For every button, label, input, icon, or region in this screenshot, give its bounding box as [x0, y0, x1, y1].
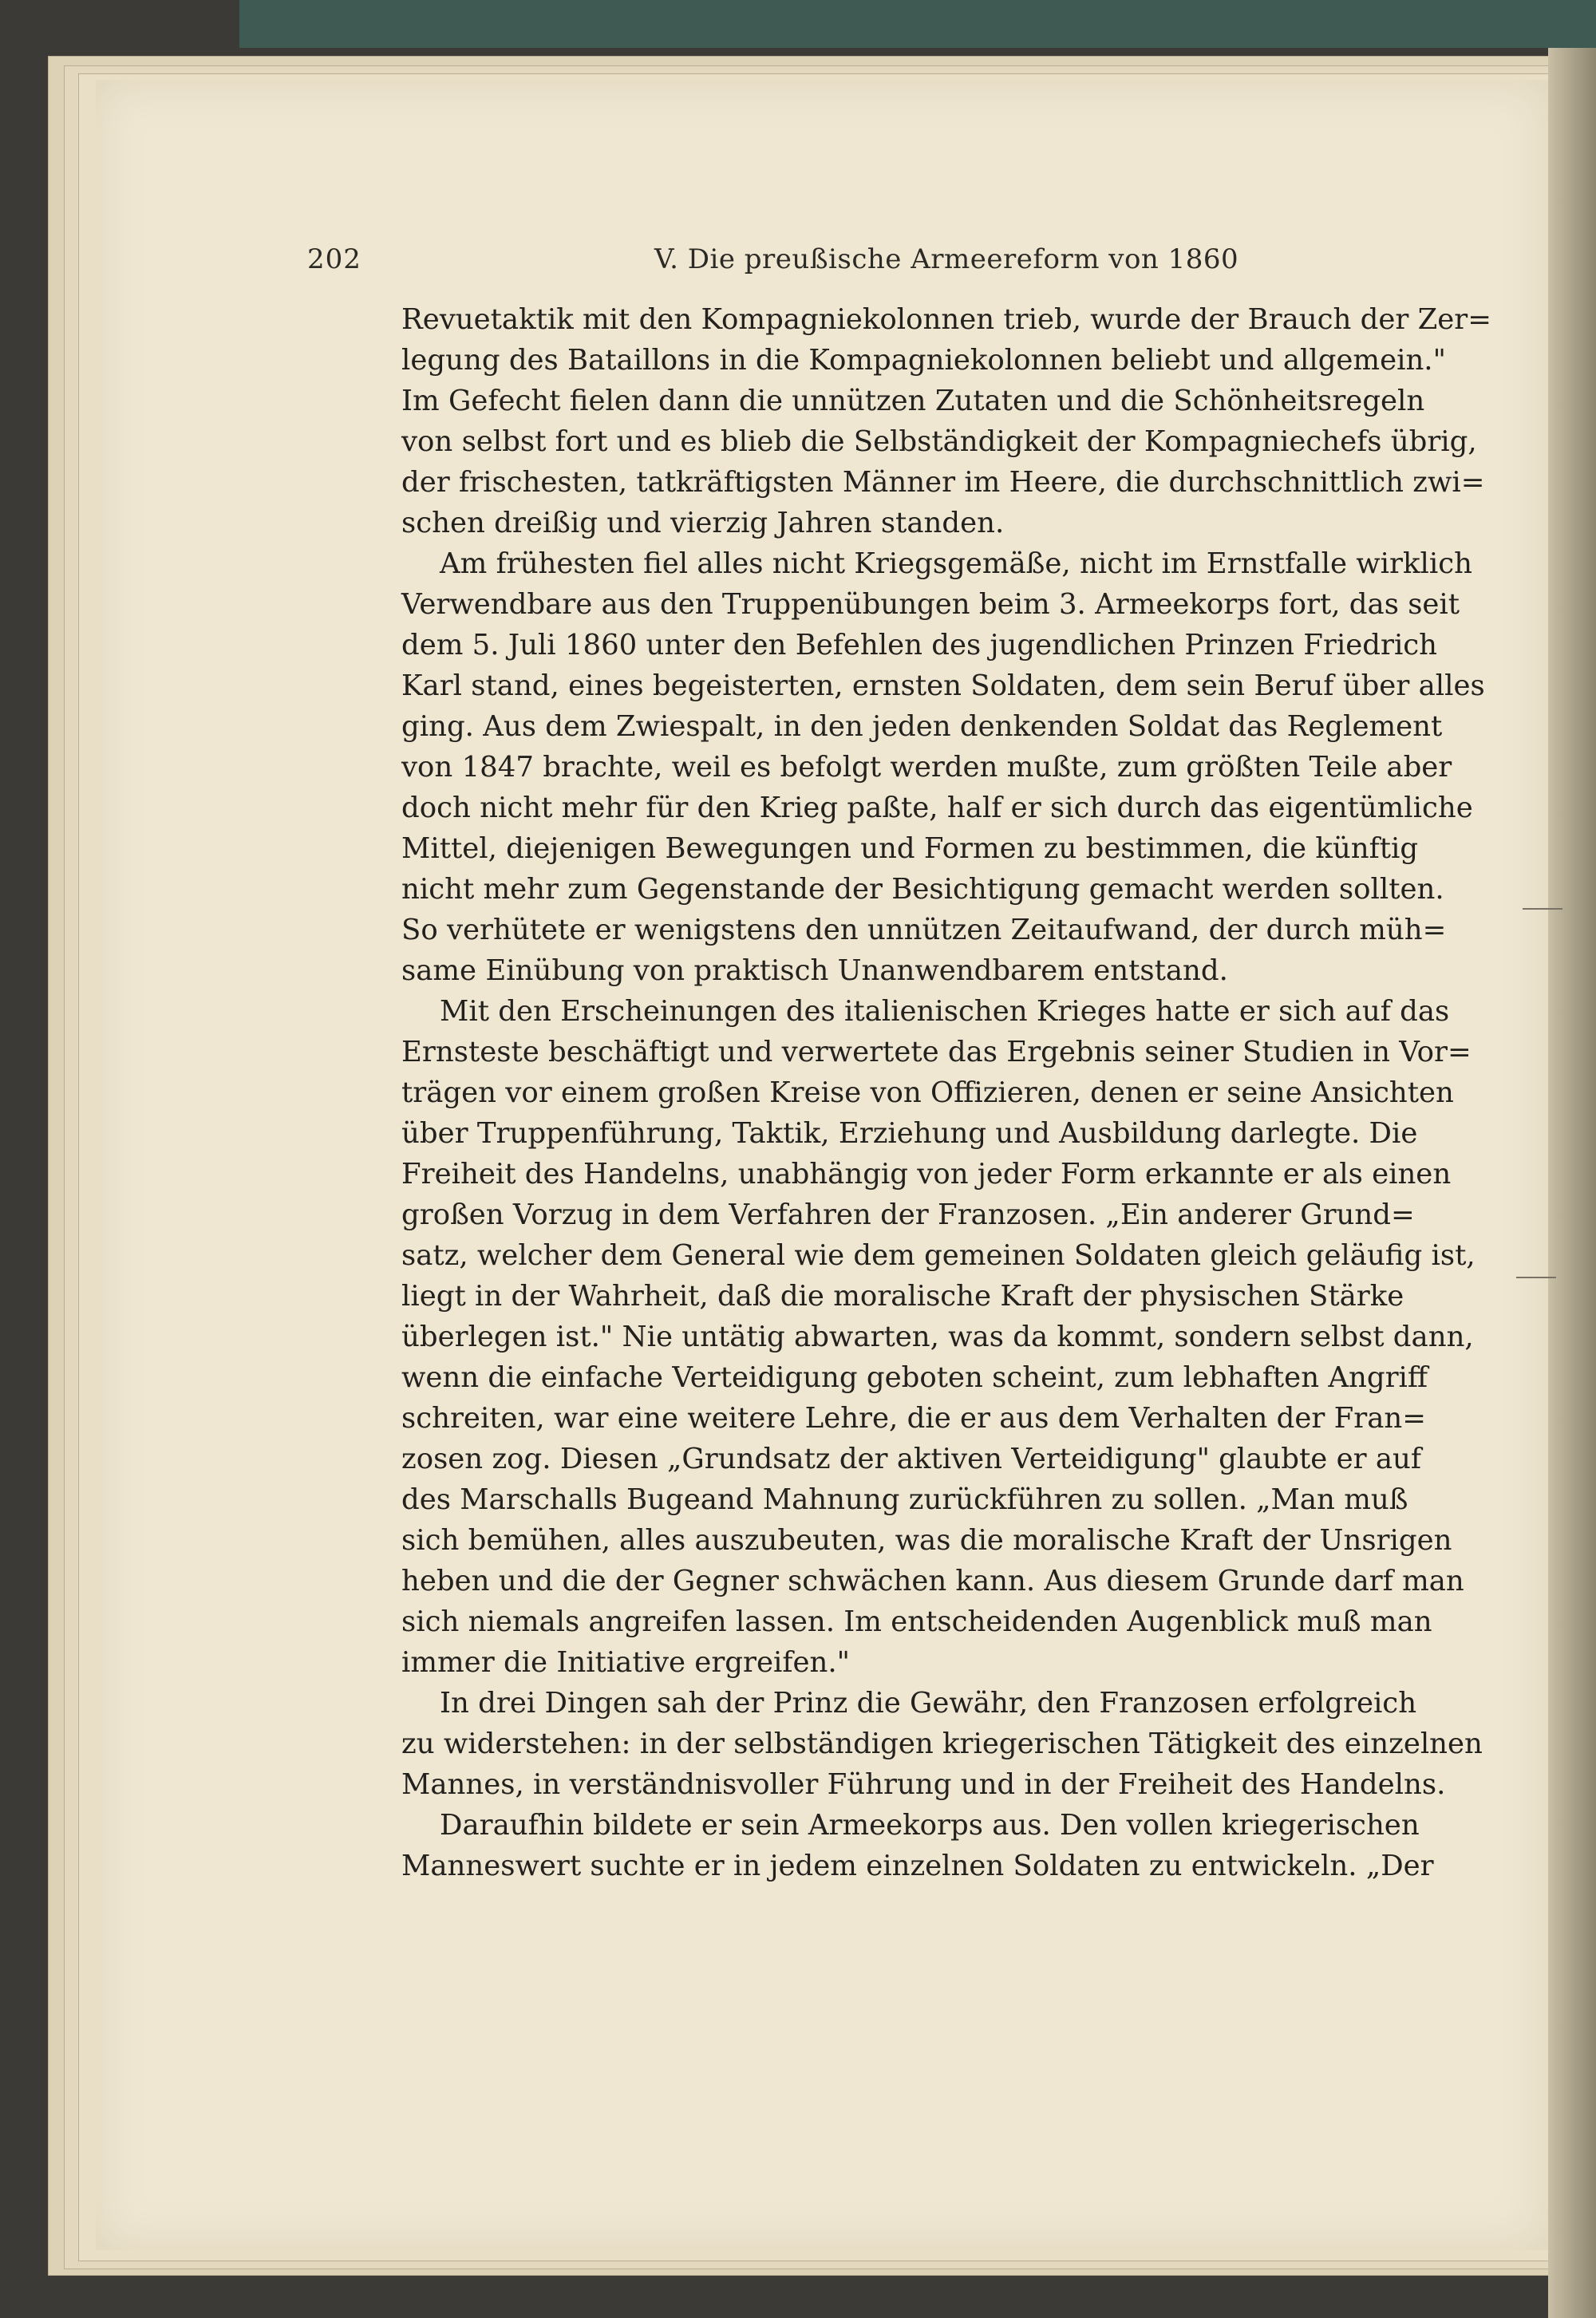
- text-line: sich bemühen, alles auszubeuten, was die moralische Kraft der Unsrigen: [401, 1524, 1452, 1557]
- text-line: zosen zog. Diesen „Grundsatz der aktiven Verteidigung" glaubte er auf: [401, 1443, 1421, 1475]
- text-line: immer die Initiative ergreifen.": [401, 1646, 850, 1679]
- text-line: heben und die der Gegner schwächen kann. Aus diesem Grunde darf man: [401, 1565, 1464, 1597]
- text-line: großen Vorzug in dem Verfahren der Franzosen. „Ein anderer Grund=: [401, 1198, 1415, 1231]
- text-line: Daraufhin bildete er sein Armeekorps aus. Den vollen kriegerischen: [440, 1809, 1420, 1842]
- text-line: Mittel, diejenigen Bewegungen und Formen zu bestimmen, die künftig: [401, 832, 1419, 865]
- book-cover-cloth: [239, 0, 1596, 48]
- text-line: überlegen ist." Nie untätig abwarten, was da kommt, sondern selbst dann,: [401, 1321, 1474, 1353]
- text-line: wenn die einfache Verteidigung geboten scheint, zum lebhaften Angriff: [401, 1361, 1428, 1394]
- text-line: legung des Bataillons in die Kompagniekolonnen beliebt und allgemein.": [401, 344, 1446, 377]
- text-line: schreiten, war eine weitere Lehre, die er aus dem Verhalten der Fran=: [401, 1402, 1426, 1435]
- text-line: der frischesten, tatkräftigsten Männer im Heere, die durchschnittlich zwi=: [401, 466, 1485, 499]
- text-line: nicht mehr zum Gegenstande der Besichtigung gemacht werden sollten.: [401, 873, 1444, 906]
- running-title: V. Die preußische Armeereform von 1860: [654, 243, 1239, 275]
- text-line: über Truppenführung, Taktik, Erziehung und Ausbildung darlegte. Die: [401, 1117, 1418, 1150]
- page-number: 202: [307, 243, 361, 275]
- book-spine-shadow: [1548, 48, 1596, 2318]
- text-line: Verwendbare aus den Truppenübungen beim 3. Armeekorps fort, das seit: [401, 588, 1460, 621]
- text-line: Manneswert suchte er in jedem einzelnen Soldaten zu entwickeln. „Der: [401, 1850, 1434, 1882]
- text-line: Mit den Erscheinungen des italienischen Krieges hatte er sich auf das: [440, 995, 1450, 1028]
- text-line: So verhütete er wenigstens den unnützen Zeitaufwand, der durch müh=: [401, 914, 1447, 946]
- running-header: [307, 243, 1404, 283]
- text-line: Revuetaktik mit den Kompagniekolonnen trieb, wurde der Brauch der Zer=: [401, 303, 1492, 336]
- text-line: In drei Dingen sah der Prinz die Gewähr, den Franzosen erfolgreich: [440, 1687, 1417, 1720]
- text-line: Im Gefecht fielen dann die unnützen Zutaten und die Schönheitsregeln: [401, 385, 1425, 417]
- text-line: Karl stand, eines begeisterten, ernsten Soldaten, dem sein Beruf über alles: [401, 669, 1485, 702]
- text-line: Freiheit des Handelns, unabhängig von jeder Form erkannte er als einen: [401, 1158, 1452, 1191]
- text-line: trägen vor einem großen Kreise von Offizieren, denen er seine Ansichten: [401, 1076, 1454, 1109]
- text-line: liegt in der Wahrheit, daß die moralische Kraft der physischen Stärke: [401, 1280, 1404, 1313]
- text-line: satz, welcher dem General wie dem gemeinen Soldaten gleich geläufig ist,: [401, 1239, 1476, 1272]
- text-line: von 1847 brachte, weil es befolgt werden mußte, zum größten Teile aber: [401, 751, 1452, 784]
- text-line: dem 5. Juli 1860 unter den Befehlen des jugendlichen Prinzen Friedrich: [401, 629, 1438, 661]
- body-text: [401, 299, 1492, 1886]
- text-line: zu widerstehen: in der selbständigen kriegerischen Tätigkeit des einzelnen: [401, 1728, 1483, 1760]
- text-line: same Einübung von praktisch Unanwendbarem entstand.: [401, 954, 1228, 987]
- text-line: Am frühesten fiel alles nicht Kriegsgemäße, nicht im Ernstfalle wirklich: [440, 547, 1472, 580]
- text-line: von selbst fort und es blieb die Selbständigkeit der Kompagniechefs übrig,: [401, 425, 1477, 458]
- text-line: sich niemals angreifen lassen. Im entscheidenden Augenblick muß man: [401, 1605, 1432, 1638]
- text-line: Mannes, in verständnisvoller Führung und in der Freiheit des Handelns.: [401, 1768, 1446, 1801]
- fold-mark: [1523, 908, 1562, 910]
- text-line: schen dreißig und vierzig Jahren standen.: [401, 507, 1005, 539]
- text-line: doch nicht mehr für den Krieg paßte, half er sich durch das eigentümliche: [401, 792, 1473, 824]
- text-line: ging. Aus dem Zwiespalt, in den jeden denkenden Soldat das Reglement: [401, 710, 1443, 743]
- text-line: Ernsteste beschäftigt und verwertete das Ergebnis seiner Studien in Vor=: [401, 1036, 1472, 1068]
- fold-mark: [1516, 1277, 1556, 1278]
- text-line: des Marschalls Bugeand Mahnung zurückführen zu sollen. „Man muß: [401, 1483, 1408, 1516]
